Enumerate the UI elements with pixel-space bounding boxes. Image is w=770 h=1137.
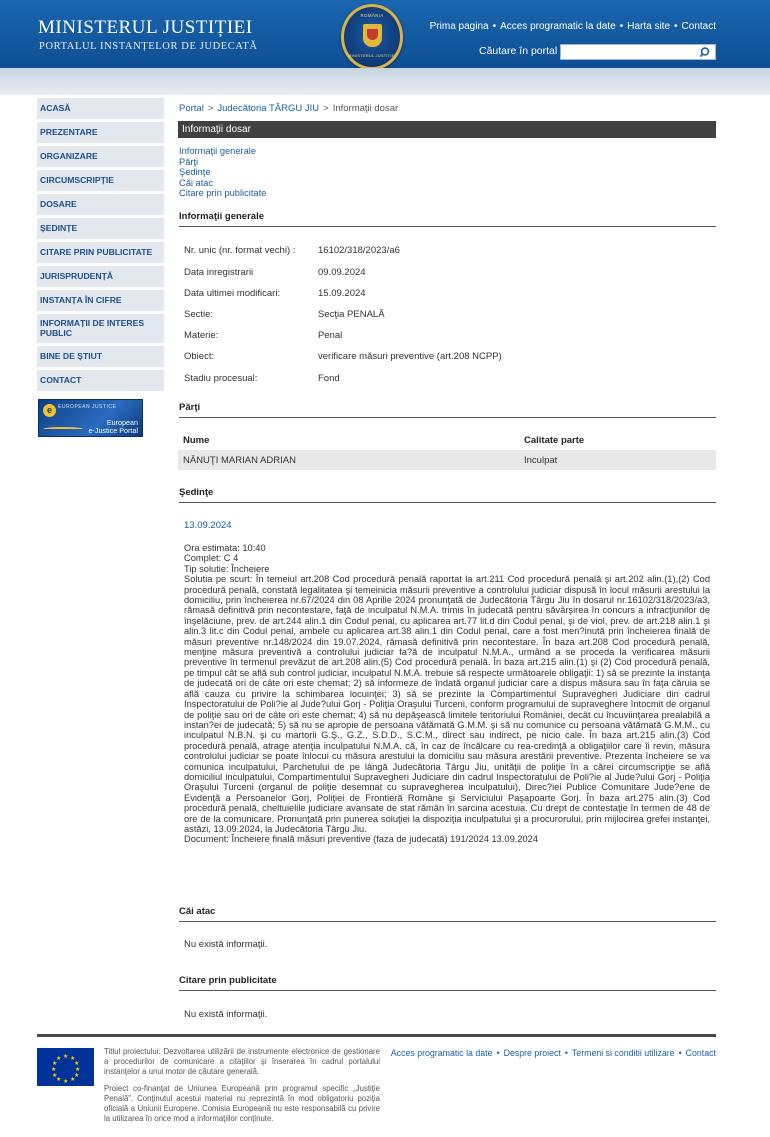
- sidebar-item-acasa[interactable]: ACASĂ: [37, 98, 164, 119]
- section-heading-informatii-generale: Informaţii generale: [179, 211, 716, 227]
- link-citare[interactable]: Citare prin publicitate: [179, 188, 267, 199]
- parti-table: [178, 430, 716, 470]
- sidebar-item-dosare[interactable]: DOSARE: [37, 194, 164, 215]
- footer-divider: [37, 1034, 716, 1037]
- ejustice-logo-icon: e: [43, 404, 56, 417]
- info-value: 16102/318/2023/a6: [318, 245, 400, 256]
- info-label: Sectie:: [184, 309, 214, 320]
- hearing-time: Ora estimata: 10:40: [184, 543, 266, 553]
- footer-link-acces-programatic[interactable]: Acces programatic la date: [390, 1048, 493, 1058]
- info-label: Data inregistrarii: [184, 267, 254, 278]
- footer-separator: •: [564, 1048, 568, 1058]
- table-header-row: [178, 430, 716, 450]
- link-informatii-generale[interactable]: Informaţii generale: [179, 146, 256, 156]
- link-parti[interactable]: Părţi: [179, 156, 199, 167]
- column-header-calitate: Calitate parte: [524, 435, 585, 446]
- nav-separator: •: [492, 21, 497, 32]
- citare-empty-text: Nu există informaţii.: [184, 1009, 268, 1020]
- info-value: 09.09.2024: [318, 267, 366, 278]
- emblem-top-text: ROMÂNIA: [360, 13, 384, 18]
- info-row-data-inregistrarii: [184, 267, 366, 278]
- footer-link-despre-proiect[interactable]: Despre proiect: [503, 1048, 561, 1058]
- section-heading-citare: Citare prin publicitate: [179, 975, 716, 991]
- ejustice-small-text: EUROPEAN JUSTICE: [58, 404, 117, 410]
- hearing-date: 13.09.2024: [184, 520, 232, 531]
- sidebar-item-citare[interactable]: CITARE PRIN PUBLICITATE: [37, 242, 164, 263]
- top-navigation: [430, 21, 716, 32]
- cai-atac-empty-text: Nu există informaţii.: [184, 939, 268, 950]
- nav-separator: •: [674, 21, 678, 32]
- footer-separator: •: [678, 1048, 682, 1058]
- breadcrumb-current: Informaţii dosar: [332, 103, 399, 114]
- info-row-obiect: [184, 351, 502, 362]
- sidebar-item-informatii-interes-public[interactable]: INFORMAȚII DE INTERES PUBLIC: [37, 314, 164, 343]
- sidebar-item-prezentare[interactable]: PREZENTARE: [37, 122, 164, 143]
- footer-paragraph: Proiect co-finanţat de Uniunea Europeană prin programul specific „Justiţie Penală". Conţinutul acestui material nu reprezintă în mod obligatoriu poziţia oficială a Uniunii Europene. Comisia Europeană nu este responsabilă cu privire la utilizarea în orice mod a informaţiilor conţinute.: [104, 1084, 380, 1123]
- section-heading-parti: Părţi: [179, 402, 716, 418]
- site-header: [0, 0, 770, 68]
- column-header-nume: Nume: [183, 435, 210, 446]
- sidebar-item-instanta-in-cifre[interactable]: INSTANȚA ÎN CIFRE: [37, 290, 164, 311]
- search-label: Căutare în portal: [479, 45, 558, 57]
- header-band: [0, 68, 770, 95]
- sidebar-item-contact[interactable]: CONTACT: [37, 370, 164, 391]
- site-title[interactable]: MINISTERUL JUSTIȚIEI: [38, 17, 253, 38]
- info-row-sectie: [184, 309, 385, 320]
- search-icon[interactable]: [699, 46, 712, 59]
- sidebar-item-organizare[interactable]: ORGANIZARE: [37, 146, 164, 167]
- footer-link-contact[interactable]: Contact: [685, 1048, 716, 1058]
- breadcrumb-separator: >: [323, 103, 329, 114]
- sidebar-item-jurisprudenta[interactable]: JURISPRUDENȚĂ: [37, 266, 164, 287]
- ejustice-label: [88, 419, 138, 435]
- emblem-bottom-text: MINISTERUL JUSTIȚIEI: [348, 53, 396, 58]
- nav-harta-site[interactable]: Harta site: [627, 21, 671, 32]
- ejustice-label-line1: European: [106, 418, 138, 427]
- search-box: [560, 44, 716, 60]
- ejustice-wave-decoration: [43, 427, 83, 431]
- sidebar-item-bine-de-stiut[interactable]: BINE DE ȘTIUT: [37, 346, 164, 367]
- info-value: 15.09.2024: [318, 288, 366, 299]
- ejustice-portal-banner[interactable]: [38, 399, 143, 437]
- hearing-solution-type: Tip solutie: Încheiere: [184, 563, 270, 574]
- table-row: [178, 450, 716, 470]
- section-heading-sedinte: Şedinţe: [179, 487, 716, 503]
- hearing-document: Document: Încheiere finală măsuri preventive (faza de judecată) 191/2024 13.09.2024: [184, 834, 539, 845]
- section-heading-cai-atac: Căi atac: [179, 906, 716, 922]
- nav-acces-programatic[interactable]: Acces programatic la date: [500, 21, 616, 32]
- breadcrumb: [179, 103, 398, 114]
- nav-separator: •: [619, 21, 624, 32]
- info-label: Obiect:: [184, 351, 215, 362]
- info-label: Stadiu procesual:: [184, 373, 258, 384]
- nav-prima-pagina[interactable]: Prima pagina: [429, 21, 489, 32]
- page-section-links: [179, 146, 266, 199]
- sidebar-menu: [37, 98, 164, 394]
- info-label: Nr. unic (nr. format vechi) :: [184, 245, 296, 256]
- hearing-details: [184, 543, 710, 845]
- info-value: Secţia PENALĂ: [318, 309, 385, 320]
- breadcrumb-court[interactable]: Judecătoria TÂRGU JIU: [217, 103, 320, 114]
- info-row-stadiu: [184, 373, 340, 384]
- link-sedinte[interactable]: Şedinţe: [179, 167, 211, 178]
- sidebar-item-sedinte[interactable]: ȘEDINȚE: [37, 218, 164, 239]
- ministry-emblem[interactable]: [341, 4, 403, 70]
- sidebar-item-circumscriptie[interactable]: CIRCUMSCRIPȚIE: [37, 170, 164, 191]
- breadcrumb-separator: >: [207, 103, 214, 114]
- info-value: Fond: [318, 373, 340, 384]
- hearing-solution-text: Solutia pe scurt: În temeiul art.208 Cod procedură penală raportat la art.211 Cod procedură penală şi art.202 alin.(1),(2) Cod procedură penală, constată legalitatea şi temeinicia măsurii preventive a controlului judiciar dispusă în locul măsurii arestului la domiciliu, prin încheierea nr.67/2024 din 08 Aprilie 2024 pronunţată de Judecătoria Târgu Jiu în dosarul nr.16102/318/2023/a3, rămasă definitivă prin necontestare, faţă de inculpatul N.M.A. trimis în judecată pentru săvârşirea în concurs a infracţiunilor de înşelăciune, prev. de art.244 alin.1 din Codul penal, cu aplicarea art.77 lit.d din Codul penal, şi de viol, prev. de art.218 alin.1 şi alin.3 lit.c din Codul penal, ambele cu aplicarea art.38 alin.1 din Codul penal, care a fost men?inută prin încheierea finală de măsuri preventive nr.148/2024 din 19.07.2024, rămasă definitivă prin necontestare. În baza art.208 Cod procedură penală, menţine măsura preventivă a controlului judiciar fa?ă de inculpatul N.M.A., urmând a se proceda la verificarea măsurii preventive în termenul prevăzut de art.208 alin.(5) Cod procedură penală. În baza art.215 alin.(1) şi (2) Cod procedură penală, pe timpul cât se află sub control judiciar, inculpatul N.M.A. trebuie să respecte următoarele obligaţii: 1) să se prezinte la instanţa de judecată ori de câte ori este chemat; 2) să informeze de îndată organul judiciar care a dispus măsura sau în faţa căruia se află cauza cu privire la schimbarea locuinţei; 3) să se prezinte la Compartimentul Supravegheri Judiciare din cadrul Inspectoratului de Poli?ie al Jude?ului Gorj - Poliţia Oraşului Turceni, conform programului de supraveghere întocmit de organul de poliţie sau ori de câte ori este chemat; 4) să nu depăşească limitele teritoriului României, decât cu încuviinţarea prealabilă a instan?ei de judecată; 5) să nu se apropie de persoana vătămată G.M.M. şi să nu comunice cu persoana vătămată G.M.M., cu inculpatul N.B.N. şi cu martorii G.Ş., G.Z., S.D.D., S.C.M., direct sau indirect, pe nicio cale. În baza art.215 alin.(3) Cod procedură penală, atrage atenţia inculpatului N.M.A. că, în caz de încălcare cu rea-credinţă a obligaţiilor care îi revin, măsura controlului judiciar se poate înlocui cu măsura arestului la domiciliu sau măsura arestării preventive. Prezenta încheiere se va comunica inculpatului, Parchetului de pe lângă Judecătoria Târgu Jiu, unităţii de poliţie în a cărei circumscripţie se află domiciliul inculpatului, Compartimentului Supravegheri Judiciare din cadrul Inspectoratului de Poli?ie al Jude?ului Gorj - Poliţia Oraşului Turceni (organul de poliţie desemnat cu supravegherea inculpatului), Direc?iei Publice Comunitare Jude?ene de Evidenţă a Persoanelor Gorj, Poliţiei de Frontieră Române şi Serviciului Paşapoarte Gorj. În baza art.275 alin.(3) Cod procedură penală, cheltuielile judiciare avansate de stat rămân în sarcina acestuia. Cu drept de contestaţie în termen de 48 de ore de la comunicare. Pronunţată prin punerea soluţiei la dispoziţia inculpatului şi a procurorului, prin mijlocirea grefei instanţei, astăzi, 13.09.2024, la Judecătoria Târgu Jiu.: [184, 574, 710, 834]
- info-row-materie: [184, 330, 343, 341]
- info-label: Materie:: [184, 330, 219, 341]
- link-cai-atac[interactable]: Căi atac: [179, 177, 214, 188]
- info-value: verificare măsuri preventive (art.208 NCPP): [318, 351, 502, 362]
- info-row-nr-unic: [184, 245, 400, 256]
- page-title: Informaţii dosar: [178, 121, 716, 138]
- search-input[interactable]: [562, 46, 698, 58]
- info-label: Data ultimei modificari:: [184, 288, 281, 299]
- eu-flag-icon: ★ ★ ★ ★ ★ ★ ★ ★ ★ ★ ★ ★: [37, 1048, 94, 1086]
- footer-link-termeni[interactable]: Termeni si conditii utilizare: [571, 1048, 675, 1058]
- footer-project-info: [104, 1047, 380, 1131]
- site-subtitle: PORTALUL INSTANȚELOR DE JUDECATĂ: [39, 41, 258, 52]
- party-name: NĂNUŢI MARIAN ADRIAN: [183, 455, 296, 466]
- hearing-panel: Complet: C 4: [184, 553, 239, 564]
- footer-navigation: [391, 1048, 716, 1058]
- breadcrumb-portal[interactable]: Portal: [179, 103, 204, 114]
- info-row-data-modificari: [184, 288, 366, 299]
- party-role: Inculpat: [524, 455, 558, 466]
- nav-contact[interactable]: Contact: [681, 21, 716, 32]
- info-value: Penal: [318, 330, 343, 341]
- coat-of-arms-icon: [363, 24, 382, 47]
- footer-paragraph: Titlul proiectului: Dezvoltarea utilizării de instrumente electronice de gestionare a procedurilor de comunicare a citaţiilor şi înserarea în cadrul portalului instanţelor a unui motor de căutare generală.: [104, 1047, 380, 1076]
- ejustice-label-line2: e-Justice Portal: [88, 426, 138, 435]
- footer-separator: •: [496, 1048, 500, 1058]
